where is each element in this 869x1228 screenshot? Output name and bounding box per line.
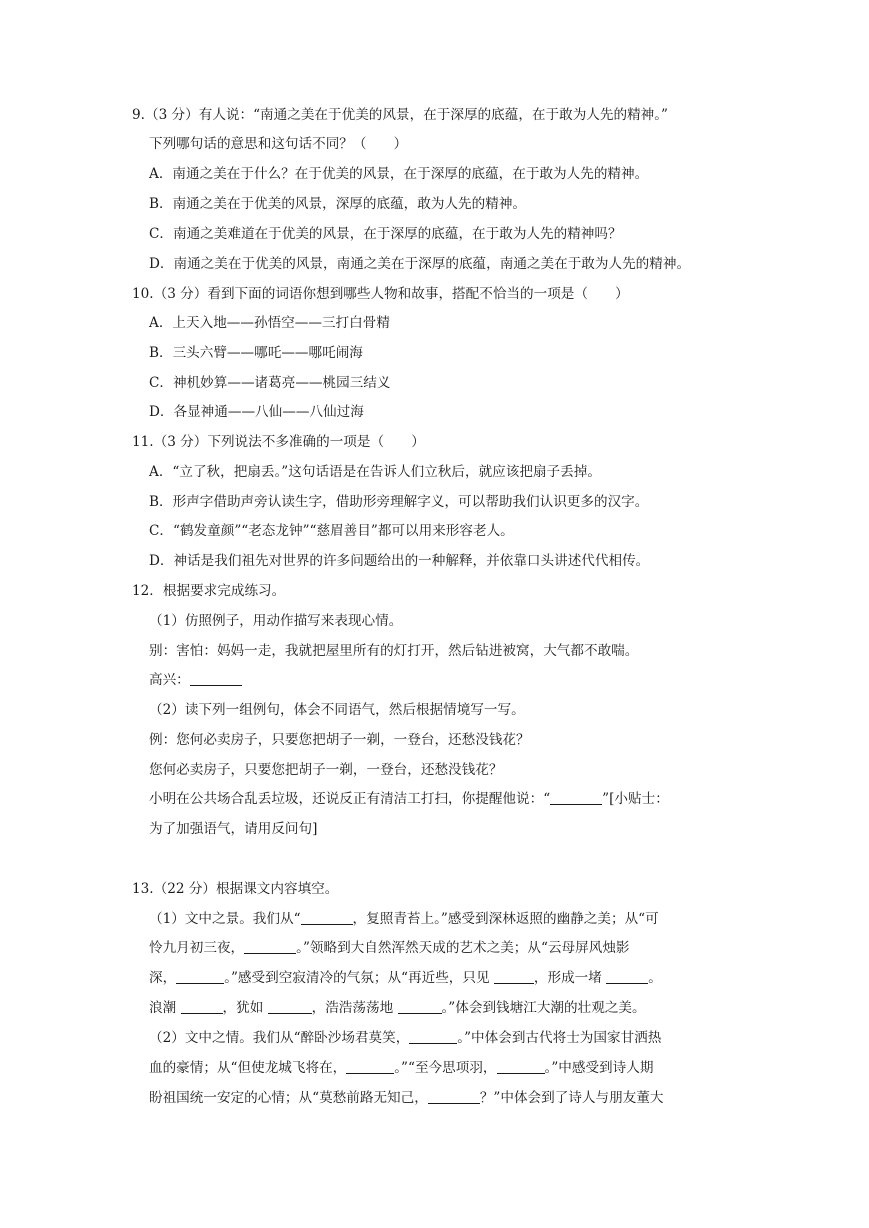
q13-text: （2）文中之情。我们从“醉卧沙场君莫笑， [149,1030,410,1046]
q13-text: ，复照青苔上。”感受到深林返照的幽静之美；从“可 [352,911,659,927]
answer-blank[interactable] [606,969,648,984]
q12-part1-prompt-label: 高兴： [149,672,190,688]
q9-option-b: B．南通之美在于优美的风景，深厚的底蕴，敢为人先的精神。 [149,196,527,212]
q11-option-c: C．“鹤发童颜”“老态龙钟”“慈眉善目”都可以用来形容老人。 [149,523,514,539]
q13-line-4 [149,998,646,1018]
q13-text: 。”体会到钱塘江大潮的壮观之美。 [441,1000,646,1016]
q13-text: 。”中体会到古代将士为国家甘洒热 [457,1030,662,1046]
q13-line-7 [149,1088,664,1108]
q13-text: ，浩浩荡荡地 [311,1000,394,1016]
q12-part2-task-cont: 为了加强语气，请用反问句] [149,821,318,837]
q13-line-5 [149,1028,661,1048]
q12-part2-task [149,789,669,809]
q13-text: ，犹如 [222,1000,264,1016]
answer-blank[interactable] [497,1059,545,1074]
q10-option-a: A．上天入地——孙悟空——三打白骨精 [149,315,390,331]
answer-blank[interactable] [550,790,602,805]
q11-option-d: D．神话是我们祖先对世界的许多问题给出的一种解释，并依靠口头讲述代代相传。 [149,553,650,569]
q13-stem: 13.（22 分）根据课文内容填空。 [132,881,339,897]
q13-line-6 [149,1058,653,1078]
answer-blank[interactable] [181,999,223,1014]
answer-blank[interactable] [190,671,242,686]
q9-option-a: A．南通之美在于什么？在于优美的风景，在于深厚的底蕴，在于敢为人先的精神。 [149,166,649,182]
q13-text: ，形成一堵 [533,970,602,986]
q12-part1-title: （1）仿照例子，用动作描写来表现心情。 [149,613,403,629]
q13-text: 浪潮 [149,1000,177,1016]
q9-stem: 9.（3 分）有人说：“南通之美在于优美的风景，在于深厚的底蕴，在于敢为人先的精神。” [132,107,669,123]
q9-option-c: C．南通之美难道在于优美的风景，在于深厚的底蕴，在于敢为人先的精神吗？ [149,226,622,242]
q13-line-2 [149,938,630,958]
answer-blank[interactable] [409,1029,457,1044]
answer-blank[interactable] [346,1059,394,1074]
answer-blank[interactable] [428,1089,480,1104]
answer-blank[interactable] [268,999,312,1014]
q13-text: 血的豪情；从“但使龙城飞将在， [149,1060,347,1076]
q12-part2-title: （2）读下列一组例句，体会不同语气，然后根据情境写一写。 [149,702,525,718]
q13-line-3 [149,968,662,988]
q13-text: （1）文中之景。我们从“ [149,911,301,927]
q12-part1-example: 别：害怕：妈妈一走，我就把屋里所有的灯打开，然后钻进被窝，大气都不敢喘。 [149,643,639,659]
q13-text: 。 [648,970,662,986]
q13-text: 盼祖国统一安定的心情；从“莫愁前路无知己， [149,1090,428,1106]
q13-text: 深， [149,970,177,986]
q12-stem: 12．根据要求完成练习。 [132,583,286,599]
q13-text: 。”中感受到诗人期 [544,1060,654,1076]
q9-stem-cont: 下列哪句话的意思和这句话不同？（ ） [149,136,408,152]
q9-option-d: D．南通之美在于优美的风景，南通之美在于深厚的底蕴，南通之美在于敢为人先的精神。 [149,256,691,272]
q11-stem: 11.（3 分）下列说法不多准确的一项是（ ） [132,434,425,450]
answer-blank[interactable] [398,999,442,1014]
q13-text: ？”中体会到了诗人与朋友董大 [479,1090,664,1106]
q10-option-d: D．各显神通——八仙——八仙过海 [149,404,364,420]
q13-text: 。”感受到空寂清冷的气氛；从“再近些，只见 [224,970,490,986]
answer-blank[interactable] [176,969,224,984]
q12-task-text: 小明在公共场合乱丢垃圾，还说反正有清洁工打扫，你提醒他说：“ [149,791,551,807]
q13-text: 。”领略到大自然浑然天成的艺术之美；从“云母屏风烛影 [296,940,630,956]
q10-option-c: C．神机妙算——诸葛亮——桃园三结义 [149,375,391,391]
q10-option-b: B．三头六臂——哪吒——哪吒闹海 [149,345,363,361]
q13-text: 怜九月初三夜， [149,940,245,956]
answer-blank[interactable] [244,939,296,954]
q13-text: 。”“至今思项羽， [394,1060,497,1076]
q11-option-b: B．形声字借助声旁认读生字，借助形旁理解字义，可以帮助我们认识更多的汉字。 [149,494,649,510]
q12-part1-prompt [149,670,242,690]
q12-part2-example1: 例：您何必卖房子，只要您把胡子一剃，一登台，还愁没钱花？ [149,732,530,748]
q11-option-a: A．“立了秋，把扇丢。”这句话语是在告诉人们立秋后，就应该把扇子丢掉。 [149,464,601,480]
q12-part2-example2: 您何必卖房子，只要您把胡子一剃，一登台，还愁没钱花？ [149,762,503,778]
q12-task-tip: ”[小贴士： [602,791,669,807]
q13-line-1 [149,909,659,929]
answer-blank[interactable] [494,969,534,984]
answer-blank[interactable] [301,910,353,925]
q10-stem: 10.（3 分）看到下面的词语你想到哪些人物和故事，搭配不恰当的一项是（ ） [132,286,629,302]
